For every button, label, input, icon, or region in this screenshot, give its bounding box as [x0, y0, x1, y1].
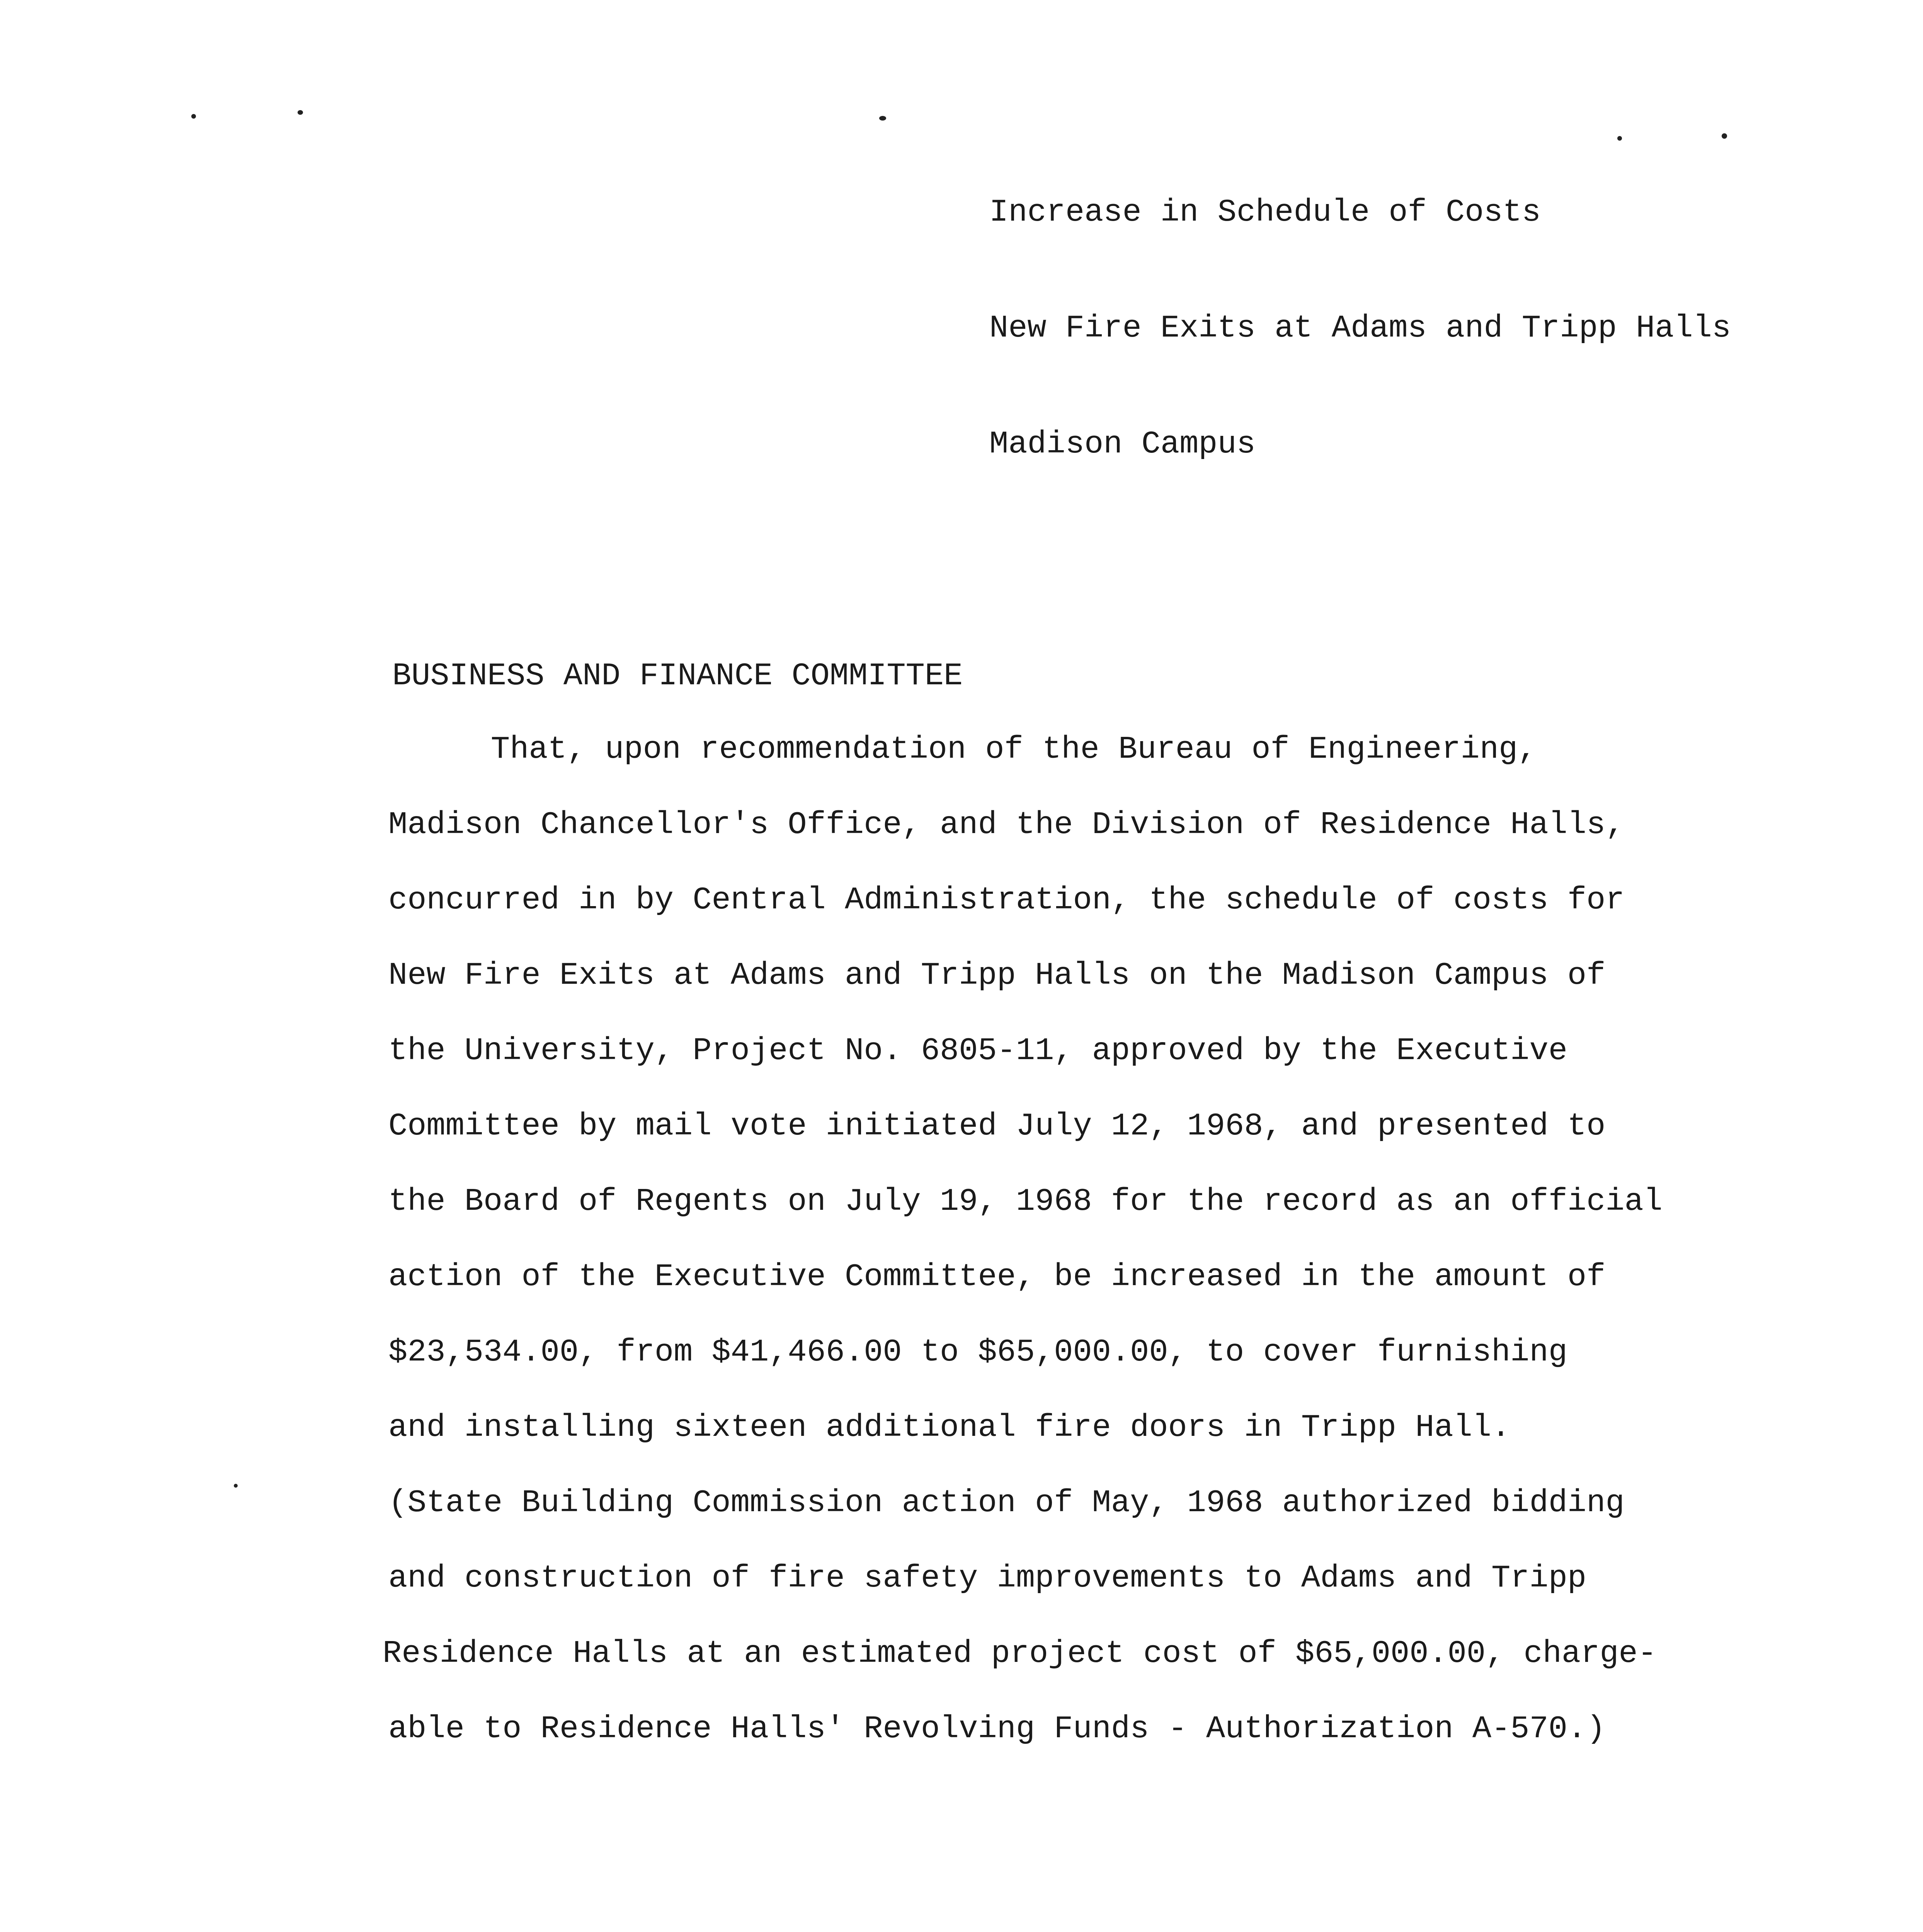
scan-speck	[879, 116, 886, 121]
body-line: the University, Project No. 6805-11, approved by the Executive	[388, 1033, 1567, 1069]
header-line-1: Increase in Schedule of Costs	[989, 194, 1541, 230]
body-line: and installing sixteen additional fire doors in Tripp Hall.	[388, 1410, 1511, 1446]
scan-speck	[298, 110, 303, 115]
body-line: and construction of fire safety improvements to Adams and Tripp	[388, 1560, 1587, 1596]
body-line: (State Building Commission action of May, 1968 authorized bidding	[388, 1485, 1625, 1521]
body-line: That, upon recommendation of the Bureau of Engineering,	[491, 731, 1537, 767]
scan-speck	[191, 114, 196, 119]
body-line: concurred in by Central Administration, the schedule of costs for	[388, 882, 1625, 918]
body-line: Committee by mail vote initiated July 12, 1968, and presented to	[388, 1108, 1606, 1144]
body-line: the Board of Regents on July 19, 1968 for the record as an official	[388, 1184, 1663, 1219]
body-line: action of the Executive Committee, be increased in the amount of	[388, 1259, 1606, 1295]
body-line: New Fire Exits at Adams and Tripp Halls on the Madison Campus of	[388, 957, 1606, 993]
body-line: Residence Halls at an estimated project cost of $65,000.00, charge-	[383, 1636, 1657, 1672]
body-line: Madison Chancellor's Office, and the Division of Residence Halls,	[388, 807, 1625, 843]
body-line: able to Residence Halls' Revolving Funds - Authorization A-570.)	[388, 1711, 1606, 1747]
header-line-2: New Fire Exits at Adams and Tripp Halls	[989, 310, 1731, 346]
document-header	[989, 116, 1731, 541]
body-line: $23,534.00, from $41,466.00 to $65,000.00, to cover furnishing	[388, 1334, 1567, 1370]
committee-heading: BUSINESS AND FINANCE COMMITTEE	[392, 658, 963, 694]
scan-speck	[234, 1484, 238, 1488]
header-line-3: Madison Campus	[989, 426, 1256, 462]
